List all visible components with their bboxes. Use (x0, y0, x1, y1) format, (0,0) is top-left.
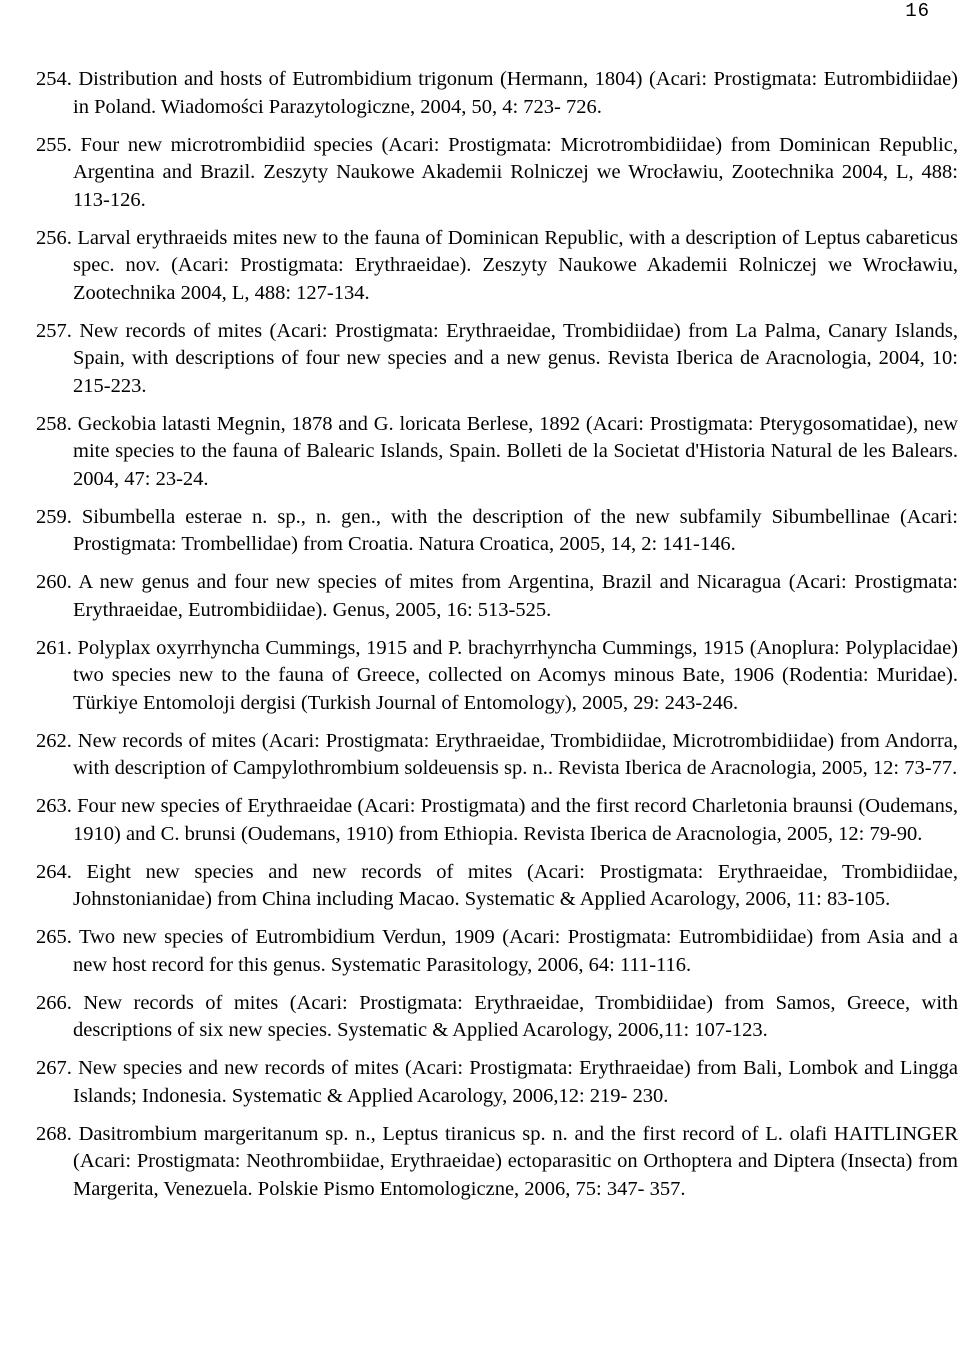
reference-text: Sibumbella esterae n. sp., n. gen., with the description of the new subfamily Sibumbellinae (Acari: Prostigmata: Trombellidae) from Croatia. Natura Croatica, 2005, 14, 2: 141-146. (73, 505, 959, 555)
reference-number: 257. (36, 319, 72, 342)
reference-number: 256. (36, 226, 72, 249)
reference-text: Larval erythraeids mites new to the fauna of Dominican Republic, with a description of Leptus cabareticus spec. nov. (Acari: Prostigmata: Erythraeidae). Zeszyty Naukowe Akademii Rolniczej we Wrocławiu, Zootechnika 2004, L, 488: 127-134. (73, 226, 958, 304)
reference-item (36, 1121, 958, 1204)
reference-item (36, 924, 958, 979)
reference-number: 262. (36, 729, 72, 752)
reference-number: 260. (36, 571, 72, 593)
reference-number: 264. (36, 860, 72, 883)
reference-text: Four new microtrombidiid species (Acari: Prostigmata: Microtrombidiidae) from Dominican Republic, Argentina and Brazil. Zeszyty Naukowe Akademii Rolniczej we Wrocławiu, Zootechnika 2004, L, 488: 113-126. (73, 133, 958, 211)
reference-item (36, 990, 958, 1045)
reference-number: 258. (36, 412, 72, 435)
reference-item (36, 318, 958, 401)
reference-list (36, 66, 958, 1214)
reference-text: Eight new species and new records of mites (Acari: Prostigmata: Erythraeidae, Trombidiidae, Johnstonianidae) from China including Macao. Systematic & Applied Acarology, 2006, 11: 83-105. (73, 860, 958, 910)
reference-number: 259. (36, 505, 72, 528)
reference-item (36, 859, 958, 914)
reference-item (36, 66, 958, 121)
reference-item (36, 793, 958, 848)
reference-text: New records of mites (Acari: Prostigmata: Erythraeidae, Trombidiidae, Microtrombidiidae) from Andorra, with description of Campylothrombium soldeuensis sp. n.. Revista Iberica de Aracnologia, 2005, 12: 73-77. (73, 729, 959, 779)
reference-number: 254. (36, 68, 72, 90)
reference-item (36, 504, 958, 559)
reference-number: 261. (36, 636, 72, 659)
reference-text: Geckobia latasti Megnin, 1878 and G. loricata Berlese, 1892 (Acari: Prostigmata: Pterygosomatidae), new mite species to the fauna of Balearic Islands, Spain. Bolleti de la Societat d'Historia Natural de les Balears. 2004, 47: 23-24. (73, 412, 959, 490)
reference-text: New records of mites (Acari: Prostigmata: Erythraeidae, Trombidiidae) from La Palma, Canary Islands, Spain, with descriptions of four new species and a new genus. Revista Iberica de Aracnologia, 2004, 10: 215-223. (73, 319, 959, 397)
reference-number: 266. (36, 991, 72, 1014)
reference-text: Polyplax oxyrrhyncha Cummings, 1915 and P. brachyrrhyncha Cummings, 1915 (Anoplura: Polyplacidae) two species new to the fauna of Greece, collected on Acomys minous Bate, 1906 (Rodentia: Muridae). Türkiye Entomoloji dergisi (Turkish Journal of Entomology), 2005, 29: 243-246. (73, 636, 959, 714)
reference-item (36, 569, 958, 624)
reference-text: Dasitrombium margeritanum sp. n., Leptus tiranicus sp. n. and the first record of L. olafi HAITLINGER (Acari: Prostigmata: Neothrombiidae, Erythraeidae) ectoparasitic on Orthoptera and Diptera (Insecta) from Margerita, Venezuela. Polskie Pismo Entomologiczne, 2006, 75: 347- 357. (73, 1122, 958, 1200)
reference-number: 268. (36, 1122, 72, 1145)
reference-text: New records of mites (Acari: Prostigmata: Erythraeidae, Trombidiidae) from Samos, Greece, with descriptions of six new species. Systematic & Applied Acarology, 2006,11: 107-123. (73, 991, 959, 1041)
reference-item (36, 225, 958, 308)
reference-item (36, 635, 958, 718)
reference-number: 265. (36, 926, 72, 948)
reference-number: 267. (36, 1057, 72, 1079)
reference-text: A new genus and four new species of mites from Argentina, Brazil and Nicaragua (Acari: Prostigmata: Erythraeidae, Eutrombidiidae). Genus, 2005, 16: 513-525. (73, 571, 958, 621)
reference-number: 255. (36, 133, 72, 156)
reference-item (36, 411, 958, 494)
reference-text: Two new species of Eutrombidium Verdun, 1909 (Acari: Prostigmata: Eutrombidiidae) from Asia and a new host record for this genus. Systematic Parasitology, 2006, 64: 111-116. (73, 926, 958, 976)
reference-text: Four new species of Erythraeidae (Acari: Prostigmata) and the first record Charletonia braunsi (Oudemans, 1910) and C. brunsi (Oudemans, 1910) from Ethiopia. Revista Iberica de Aracnologia, 2005, 12: 79-90. (73, 795, 958, 845)
page-number: 16 (905, 0, 930, 22)
reference-text: Distribution and hosts of Eutrombidium trigonum (Hermann, 1804) (Acari: Prostigmata: Eutrombidiidae) in Poland. Wiadomości Parazytologiczne, 2004, 50, 4: 723- 726. (73, 68, 958, 118)
reference-text: New species and new records of mites (Acari: Prostigmata: Erythraeidae) from Bali, Lombok and Lingga Islands; Indonesia. Systematic & Applied Acarology, 2006,12: 219- 230. (73, 1057, 959, 1107)
reference-item (36, 132, 958, 215)
reference-number: 263. (36, 795, 72, 817)
reference-item (36, 1055, 958, 1110)
reference-item (36, 728, 958, 783)
